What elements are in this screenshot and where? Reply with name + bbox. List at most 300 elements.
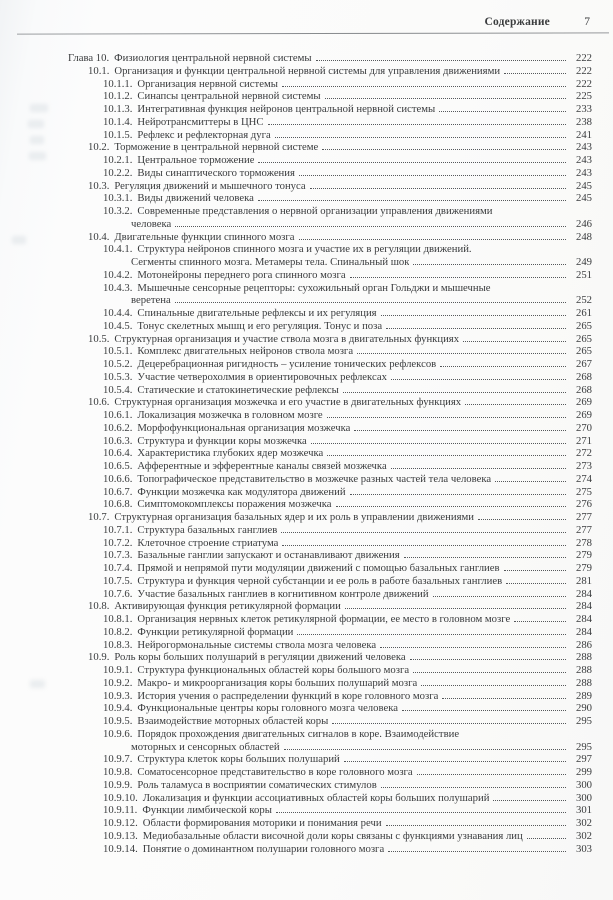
toc-entry-number: 10.4.5.: [103, 319, 133, 332]
dot-leader: [310, 180, 566, 189]
toc-entry-page: 279: [575, 562, 592, 574]
toc-entry-page: 243: [575, 141, 592, 154]
dot-leader: [465, 397, 566, 406]
toc-entry-page: 269: [575, 396, 592, 409]
toc-entry-title: Комплекс двигательных нейронов ствола мозга: [137, 345, 354, 358]
toc-entry-title: Синапсы центральной нервной системы: [137, 90, 321, 103]
toc-entry: [0, 677, 592, 690]
dot-leader: [350, 269, 566, 278]
dot-leader: [514, 613, 566, 622]
toc-entry-page: 288: [575, 651, 592, 664]
toc-entry: [0, 817, 592, 830]
toc-entry: [0, 486, 592, 499]
toc-entry: [0, 243, 592, 256]
dot-leader: [440, 358, 566, 367]
toc-entry: [0, 753, 592, 766]
toc-entry-title: Участие четверохолмия в ориентировочных рефлексах: [137, 370, 387, 383]
toc-entry-title: Функциональные центры коры головного мозга человека: [137, 702, 398, 715]
toc-entry-page: 273: [575, 460, 592, 472]
toc-entry-number: 10.1.: [88, 64, 110, 77]
toc-entry-number: 10.9.5.: [103, 715, 133, 727]
toc-entry: [0, 103, 592, 116]
toc-entry-title: Области формирования моторики и понимания речи: [142, 817, 382, 829]
toc-entry-number: 10.6.7.: [103, 485, 133, 498]
toc-entry-page: 248: [575, 230, 592, 243]
toc-entry: [0, 766, 592, 779]
dot-leader: [282, 78, 566, 87]
dot-leader: [357, 346, 566, 355]
toc-entry-title: Тонус скелетных мышц и его регуляция. Тонус и поза: [137, 319, 383, 332]
toc-entry: [0, 728, 592, 741]
toc-entry: [0, 180, 592, 193]
toc-entry-page: 265: [575, 332, 592, 345]
dot-leader: [336, 499, 566, 508]
toc-entry-title: Сегменты спинного мозга. Метамеры тела. Спинальный шок: [131, 256, 410, 268]
toc-entry-page: 271: [575, 434, 592, 447]
toc-entry-number: 10.9.13.: [103, 829, 138, 842]
toc-entry: [0, 639, 592, 652]
dot-leader: [380, 639, 566, 648]
toc-entry-title: Клеточное строение стриатума: [137, 536, 279, 549]
dot-leader: [345, 601, 566, 610]
toc-entry-number: 10.1.1.: [103, 77, 133, 90]
toc-entry-title: Локализация и функции ассоциативных областей коры больших полушарий: [142, 791, 490, 804]
dot-leader: [421, 677, 566, 686]
toc-entry-page: 268: [575, 383, 592, 396]
toc-entry-number: 10.2.: [88, 141, 110, 154]
toc-entry-title: Морфофункциональная организация мозжечка: [137, 421, 351, 434]
toc-entry-number: Глава 10.: [68, 52, 110, 64]
toc-entry-title: Функции лимбической коры: [142, 804, 272, 817]
toc-entry-number: 10.9.8.: [103, 766, 133, 778]
toc-entry-page: 251: [575, 268, 592, 281]
toc-entry-number: 10.7.1.: [103, 523, 133, 536]
toc-entry-title: Мотонейроны переднего рога спинного мозга: [137, 268, 346, 281]
toc-entry: [0, 460, 592, 473]
toc-entry: [0, 371, 592, 384]
toc-entry-page: 284: [575, 625, 592, 638]
toc-entry: [0, 511, 592, 524]
toc-entry-title: Организация и функции центральной нервной системы для управления движениями: [114, 64, 501, 77]
toc-entry: [0, 78, 592, 91]
toc-entry-title: Участие базальных ганглиев в когнитивном контроле движений: [137, 587, 429, 600]
toc-entry-page: 265: [575, 319, 592, 332]
dot-leader: [504, 65, 566, 74]
toc-entry-number: 10.5.: [88, 332, 110, 345]
toc-entry-number: 10.5.1.: [103, 345, 133, 358]
toc-entry-number: 10.7.6.: [103, 587, 133, 600]
toc-entry-title: Регуляция движений и мышечного тонуса: [114, 179, 306, 192]
toc-entry-page: 299: [575, 766, 592, 778]
dot-leader: [175, 218, 566, 227]
dot-leader: [311, 435, 566, 444]
toc-entry-page: 265: [575, 345, 592, 358]
dot-leader: [495, 473, 566, 482]
toc-entry-page: 303: [575, 842, 592, 855]
dot-leader: [410, 652, 566, 661]
toc-entry-page: 288: [575, 664, 592, 676]
toc-entry: [0, 52, 592, 65]
running-title: Содержание: [484, 16, 550, 28]
dot-leader: [268, 116, 566, 125]
toc-entry-page: 222: [575, 64, 592, 77]
dot-leader: [504, 562, 566, 571]
toc-entry-title: Структура и функция черной субстанции и ее роль в работе базальных ганглиев: [137, 574, 503, 587]
toc-entry-title: Афферентные и эфферентные каналы связей мозжечка: [137, 460, 387, 472]
toc-entry-page: 295: [575, 715, 592, 727]
dot-leader: [404, 550, 566, 559]
toc-entry-number: 10.9.9.: [103, 778, 133, 791]
toc-entry-page: 277: [575, 511, 592, 523]
toc-entry: [0, 384, 592, 397]
toc-entry-page: 233: [575, 103, 592, 115]
dot-leader: [391, 460, 566, 469]
dot-leader: [413, 664, 566, 673]
toc-entry: [0, 575, 592, 588]
dot-leader: [175, 295, 566, 304]
toc-entry: [0, 447, 592, 460]
toc-entry: [0, 702, 592, 715]
toc-entry: [0, 205, 592, 218]
toc-entry-page: 245: [575, 179, 592, 192]
toc-entry-title: Физиология центральной нервной системы: [114, 52, 312, 64]
toc-entry-title: История учения о распределении функций в коре головного мозга: [137, 689, 439, 702]
toc-entry: [0, 537, 592, 550]
toc-entry-page: 225: [575, 90, 592, 103]
toc-entry-title: Симптомокомплексы поражения мозжечка: [137, 498, 332, 511]
toc-entry-page: 222: [575, 52, 592, 64]
toc-entry-page: 279: [575, 549, 592, 562]
toc-entry: [0, 588, 592, 601]
toc-entry-title: Виды движений человека: [137, 192, 254, 205]
toc-entry-number: 10.9.3.: [103, 689, 133, 702]
toc-entry-page: 252: [575, 294, 592, 307]
toc-entry-page: 278: [575, 536, 592, 549]
toc-entry-page: 284: [575, 587, 592, 600]
toc-entry: [0, 600, 592, 613]
toc-entry-page: 243: [575, 154, 592, 166]
toc-entry-title: Структурная организация и участие ствола мозга в двигательных функциях: [114, 332, 460, 345]
toc-entry-number: 10.4.: [88, 230, 110, 243]
toc-entry: [0, 141, 592, 154]
toc-entry: [0, 626, 592, 639]
toc-entry-page: 274: [575, 472, 592, 485]
toc-entry-title: Структура функциональных областей коры большого мозга: [137, 664, 410, 676]
dot-leader: [281, 524, 566, 533]
toc-entry-title: Статические и статокинетические рефлексы: [137, 383, 339, 396]
toc-entry-page: 246: [575, 217, 592, 230]
toc-entry-number: 10.7.4.: [103, 562, 133, 574]
dot-leader: [442, 690, 566, 699]
dot-leader: [299, 167, 566, 176]
toc-entry: [0, 192, 592, 205]
toc-entry: [0, 690, 592, 703]
toc-entry-title: Структура клеток коры больших полушарий: [137, 753, 340, 766]
toc-entry: [0, 307, 592, 320]
toc-entry-number: 10.6.5.: [103, 460, 133, 472]
toc-entry: [0, 473, 592, 486]
dot-leader: [478, 511, 566, 520]
toc-entry-number: 10.9.2.: [103, 676, 133, 689]
toc-entry-title: Структура нейронов спинного мозга и участие их в регуляции движений.: [137, 243, 472, 256]
toc-entry-number: 10.5.4.: [103, 383, 133, 396]
toc-entry: [0, 90, 592, 103]
toc-entry-title: Виды синаптического торможения: [137, 166, 295, 179]
toc-entry-title: веретена: [131, 294, 171, 307]
toc-entry-number: 10.9.7.: [103, 753, 133, 766]
toc-entry-number: 10.2.2.: [103, 166, 133, 179]
toc-entry-title: Понятие о доминантном полушарии головного мозга: [142, 842, 385, 855]
toc-entry-number: 10.3.: [88, 179, 110, 192]
toc-entry: [0, 409, 592, 422]
toc-entry-page: 300: [575, 791, 592, 804]
toc-entry-title: Децеребрационная ригидность – усиление тонических рефлексов: [137, 358, 437, 370]
toc-entry-title: Порядок прохождения двигательных сигналов в коре. Взаимодействие: [137, 727, 460, 740]
toc-entry-title: Структура базальных ганглиев: [137, 523, 278, 536]
folio-page-number: 7: [584, 16, 590, 28]
dot-leader: [258, 154, 566, 163]
toc-entry: [0, 524, 592, 537]
toc-entry-page: 277: [575, 523, 592, 536]
toc-entry-page: 286: [575, 638, 592, 651]
toc-entry: [0, 129, 592, 142]
toc-entry-number: 10.5.2.: [103, 358, 133, 370]
toc-entry-title: Соматосенсорное представительство в коре головного мозга: [137, 766, 413, 778]
toc-entry-page: 275: [575, 485, 592, 498]
toc-entry-page: 270: [575, 421, 592, 434]
toc-entry: [0, 116, 592, 129]
toc-entry-number: 10.1.2.: [103, 90, 133, 103]
toc-entry-page: 284: [575, 600, 592, 613]
header-rule: [17, 32, 609, 35]
toc-entry-title: Организация нервных клеток ретикулярной формации, ее место в головном мозге: [137, 613, 511, 625]
toc-entry-title: Нейрогормональные системы ствола мозга человека: [137, 638, 377, 651]
toc-entry: [0, 422, 592, 435]
dot-leader: [284, 741, 566, 750]
dot-leader: [527, 830, 566, 839]
toc-entry-page: 281: [575, 574, 592, 587]
toc-entry-number: 10.9.6.: [103, 727, 133, 740]
toc-entry: [0, 792, 592, 805]
toc-entry-title: Локализация мозжечка в головном мозге: [137, 409, 323, 421]
toc-entry-title: Центральное торможение: [137, 154, 255, 166]
toc-entry-page: 222: [575, 77, 592, 90]
toc-entry-number: 10.4.2.: [103, 268, 133, 281]
toc-entry-title: Структура и функции коры мозжечка: [137, 434, 307, 447]
toc-entry-number: 10.4.3.: [103, 281, 133, 294]
toc-entry-title: Спинальные двигательные рефлексы и их регуляция: [137, 307, 377, 319]
toc-entry: [0, 345, 592, 358]
toc-entry-number: 10.2.1.: [103, 154, 133, 166]
toc-entry-number: 10.8.3.: [103, 638, 133, 651]
toc-entry-title: моторных и сенсорных областей: [131, 740, 280, 753]
running-head: [0, 16, 590, 28]
toc-entry-title: Роль коры больших полушарий в регуляции движений человека: [114, 651, 406, 664]
toc-entry-page: 302: [575, 829, 592, 842]
dot-leader: [433, 588, 566, 597]
toc-entry-page: 272: [575, 447, 592, 460]
toc-entry-number: 10.1.5.: [103, 128, 133, 141]
dot-leader: [325, 91, 566, 100]
toc-entry-title: Функции мозжечка как модулятора движений: [137, 485, 346, 498]
toc-entry-number: 10.7.: [88, 511, 110, 523]
toc-entry-title: Рефлекс и рефлекторная дуга: [137, 128, 271, 141]
dot-leader: [299, 231, 566, 240]
toc-entry-number: 10.7.3.: [103, 549, 133, 562]
toc-entry-title: Структурная организация базальных ядер и их роль в управлении движениями: [114, 511, 475, 523]
toc-entry-number: 10.8.: [88, 600, 110, 613]
toc-entry-number: 10.4.1.: [103, 243, 133, 256]
toc-entry-title: Нейротрансмиттеры в ЦНС: [137, 115, 264, 128]
toc-entry-title: Медиобазальные области височной доли коры связаны с функциями узнавания лиц: [142, 829, 523, 842]
toc-entry-title: Активирующая функция ретикулярной формации: [114, 600, 341, 613]
toc-entry-continuation: [0, 741, 592, 754]
dot-leader: [316, 52, 566, 61]
dot-leader: [354, 422, 566, 431]
toc-entry-number: 10.6.: [88, 396, 110, 409]
toc-entry-page: 249: [575, 256, 592, 268]
dot-leader: [381, 779, 566, 788]
toc-entry-number: 10.8.2.: [103, 625, 133, 638]
dot-leader: [381, 307, 566, 316]
toc-entry-number: 10.3.2.: [103, 205, 133, 217]
toc-entry-continuation: [0, 256, 592, 269]
dot-leader: [327, 409, 566, 418]
toc-entry-page: 268: [575, 370, 592, 383]
toc-entry: [0, 396, 592, 409]
toc-entry-number: 10.7.2.: [103, 536, 133, 549]
toc-entry-page: 284: [575, 613, 592, 625]
dot-leader: [439, 103, 566, 112]
toc-entry-page: 301: [575, 804, 592, 817]
toc-entry-number: 10.9.11.: [103, 804, 138, 817]
toc-entry-page: 288: [575, 676, 592, 689]
toc-entry: [0, 269, 592, 282]
toc-entry: [0, 167, 592, 180]
dot-leader: [344, 754, 566, 763]
toc-entry-title: Мышечные сенсорные рецепторы: сухожильный орган Гольджи и мышечные: [137, 281, 491, 294]
toc-entry-number: 10.6.1.: [103, 409, 133, 421]
toc-entry: [0, 333, 592, 346]
dot-leader: [391, 371, 566, 380]
toc-entry-continuation: [0, 294, 592, 307]
toc-entry-number: 10.9.10.: [103, 791, 138, 804]
toc-entry: [0, 320, 592, 333]
toc-entry-page: 290: [575, 702, 592, 715]
toc-entry-title: Интегративная функция нейронов центральной нервной системы: [137, 103, 436, 115]
toc-entry-number: 10.6.3.: [103, 434, 133, 447]
dot-leader: [332, 715, 566, 724]
toc-entry-number: 10.9.14.: [103, 842, 138, 855]
toc-entry-title: Макро- и микроорганизация коры больших полушарий мозга: [137, 676, 418, 689]
toc-entry-title: Функции ретикулярной формации: [137, 625, 294, 638]
toc-entry-title: Современные представления о нервной организации управления движениями: [137, 205, 493, 217]
dot-leader: [343, 384, 566, 393]
dot-leader: [258, 193, 566, 202]
toc-entry-continuation: [0, 218, 592, 231]
toc-entry-page: 261: [575, 307, 592, 319]
dot-leader: [493, 792, 566, 801]
toc-entry-number: 10.9.1.: [103, 664, 133, 676]
toc-entry-number: 10.9.4.: [103, 702, 133, 715]
toc-entry-page: 238: [575, 115, 592, 128]
toc-entry-page: 276: [575, 498, 592, 511]
toc-entry-title: Прямой и непрямой пути модуляции движений с помощью базальных ганглиев: [137, 562, 500, 574]
toc-entry-title: Базальные ганглии запускают и останавливают движения: [137, 549, 400, 562]
toc-entry-title: Организация нервной системы: [137, 77, 278, 90]
dot-leader: [413, 256, 566, 265]
toc-entry-number: 10.6.8.: [103, 498, 133, 511]
toc-entry: [0, 664, 592, 677]
dot-leader: [276, 805, 566, 814]
toc-entry: [0, 804, 592, 817]
toc-entry-title: человека: [131, 217, 172, 230]
dot-leader: [463, 333, 566, 342]
toc-entry-page: 241: [575, 128, 592, 141]
toc-entry-page: 267: [575, 358, 592, 370]
toc-entry: [0, 435, 592, 448]
toc-entry: [0, 282, 592, 295]
dot-leader: [282, 537, 566, 546]
toc-entry-title: Структурная организация мозжечка и его участие в двигательных функциях: [114, 396, 462, 409]
toc-entry-title: Торможение в центральной нервной системе: [114, 141, 319, 154]
toc-entry: [0, 358, 592, 371]
dot-leader: [506, 575, 566, 584]
toc-entry: [0, 715, 592, 728]
toc-entry-number: 10.3.1.: [103, 192, 133, 205]
dot-leader: [417, 766, 566, 775]
toc-entry: [0, 65, 592, 78]
toc-entry-number: 10.6.6.: [103, 472, 133, 485]
dot-leader: [388, 843, 566, 852]
toc-entry-page: 295: [575, 740, 592, 753]
toc-entry: [0, 830, 592, 843]
toc-entry-number: 10.4.4.: [103, 307, 133, 319]
toc-entry-number: 10.7.5.: [103, 574, 133, 587]
toc-entry: [0, 231, 592, 244]
toc-entry-number: 10.6.2.: [103, 421, 133, 434]
toc-entry-title: Роль таламуса в восприятии соматических стимулов: [137, 778, 377, 791]
dot-leader: [350, 486, 566, 495]
toc-entry-number: 10.1.4.: [103, 115, 133, 128]
dot-leader: [322, 142, 566, 151]
toc-entry-number: 10.9.: [88, 651, 110, 664]
toc-entry-page: 243: [575, 166, 592, 179]
toc-entry-number: 10.6.4.: [103, 447, 133, 460]
dot-leader: [275, 129, 566, 138]
toc-entry: [0, 562, 592, 575]
dot-leader: [327, 448, 566, 457]
toc-entry-page: 245: [575, 192, 592, 205]
toc-entry: [0, 549, 592, 562]
toc-entry: [0, 498, 592, 511]
toc-entry-title: Взаимодействие моторных областей коры: [137, 715, 329, 727]
toc-entry-number: 10.9.12.: [103, 817, 138, 829]
toc-entry-page: 269: [575, 409, 592, 421]
toc-entry-number: 10.8.1.: [103, 613, 133, 625]
toc-entry-number: 10.1.3.: [103, 103, 133, 115]
toc-entry-page: 300: [575, 778, 592, 791]
toc-entry-page: 297: [575, 753, 592, 766]
dot-leader: [402, 703, 566, 712]
dot-leader: [297, 626, 566, 635]
toc-entry: [0, 779, 592, 792]
dot-leader: [386, 817, 566, 826]
toc-entry: [0, 843, 592, 856]
toc-entry-title: Характеристика глубоких ядер мозжечка: [137, 447, 324, 460]
table-of-contents: [0, 52, 592, 855]
toc-entry: [0, 154, 592, 167]
